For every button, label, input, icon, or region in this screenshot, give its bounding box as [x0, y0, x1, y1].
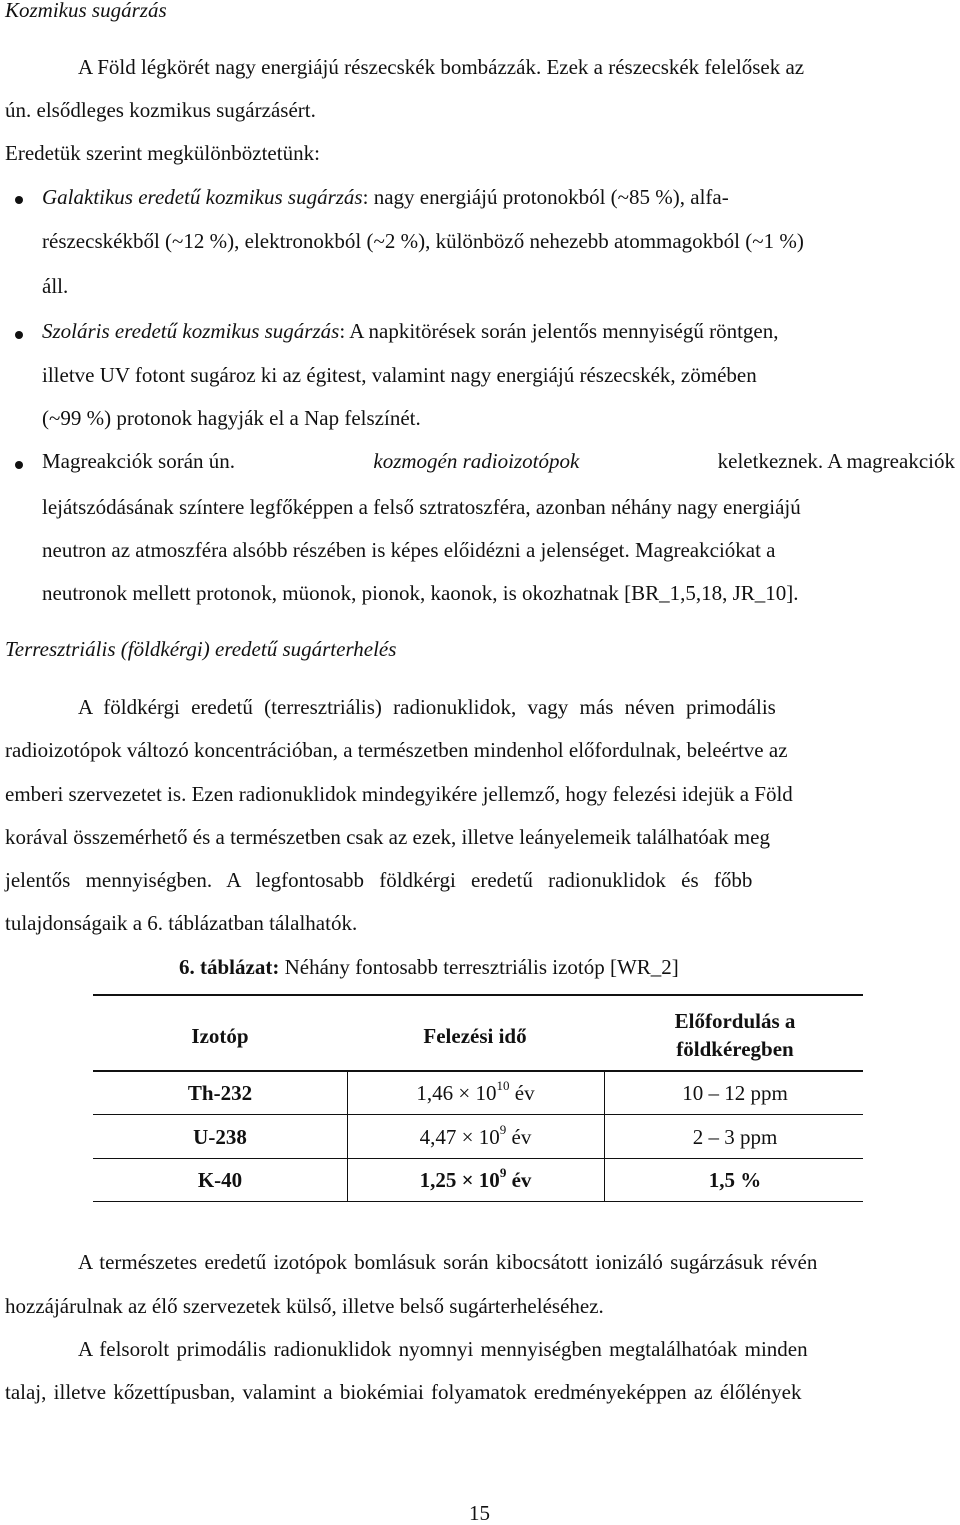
table-bottom-rule	[93, 1201, 863, 1202]
bullet-galactic-line2: részecskékből (~12 %), elektronokból (~2 %), különböző nehezebb atommagokból (~1 %)	[42, 229, 804, 253]
intro-line: Eredetük szerint megkülönböztetünk:	[5, 141, 320, 165]
bullet-nuclear-line3: neutron az atmoszféra alsóbb részében is képes előidézni a jelenséget. Magreakciókat a	[42, 538, 776, 562]
halflife-unit: év	[506, 1125, 532, 1149]
bullet-galactic-line1	[42, 187, 729, 208]
bullet-solar-line1	[42, 321, 778, 342]
table-divider	[93, 1114, 863, 1115]
bullet-dot	[15, 461, 23, 469]
paragraph-line: A természetes eredetű izotópok bomlásuk során kibocsátott ionizáló sugárzásuk révén	[78, 1250, 818, 1274]
table-header-abundance: Előfordulás a földkéregben	[674, 1009, 796, 1062]
table-caption	[179, 957, 679, 978]
section-heading-terrestrial: Terresztriális (földkérgi) eredetű sugárterhelés	[5, 637, 397, 661]
table-cell-abundance: 10 – 12 ppm	[682, 1081, 788, 1105]
paragraph-line: jelentős mennyiségben. A legfontosabb földkérgi eredetű radionuklidok és főbb	[5, 868, 753, 892]
table-divider	[604, 1072, 605, 1202]
table-cell-halflife	[347, 1165, 604, 1192]
table-top-rule	[93, 994, 863, 996]
paragraph-line: talaj, illetve kőzettípusban, valamint a biokémiai folyamatok eredményeképpen az élőlények	[5, 1380, 802, 1404]
table-header-isotope: Izotóp	[191, 1024, 249, 1048]
table-header-halflife: Felezési idő	[423, 1024, 527, 1048]
term-cosmogenic: kozmogén radioizotópok	[373, 449, 580, 473]
section-heading-cosmic: Kozmikus sugárzás	[5, 0, 167, 22]
table-cell-abundance: 1,5 %	[708, 1168, 762, 1192]
halflife-base: 1,46 × 10	[416, 1081, 497, 1105]
table-caption-label: 6. táblázat:	[179, 955, 280, 979]
text-fragment: : A napkitörések során jelentős mennyiségű röntgen,	[339, 319, 779, 343]
table-cell-isotope: U-238	[193, 1125, 247, 1149]
table-cell-halflife	[347, 1078, 604, 1105]
table-divider	[93, 1158, 863, 1159]
table-cell-isotope: K-40	[197, 1168, 243, 1192]
bullet-galactic-line3: áll.	[42, 274, 69, 298]
halflife-exponent: 9	[499, 1165, 507, 1180]
halflife-base: 4,47 × 10	[419, 1125, 500, 1149]
paragraph-line: A földkérgi eredetű (terresztriális) radionuklidok, vagy más néven primodális	[78, 695, 776, 719]
intro-line: A Föld légkörét nagy energiájú részecskék bombázzák. Ezek a részecskék felelősek az	[78, 55, 805, 79]
bullet-solar-line2: illetve UV fotont sugároz ki az égitest, valamint nagy energiájú részecskék, zömében	[42, 363, 757, 387]
term-galactic: Galaktikus eredetű kozmikus sugárzás	[42, 185, 363, 209]
bullet-dot	[15, 196, 23, 204]
bullet-dot	[15, 331, 23, 339]
bullet-nuclear-line1	[42, 451, 955, 472]
table-caption-text: Néhány fontosabb terresztriális izotóp [WR_2]	[279, 955, 679, 979]
text-fragment: : nagy energiájú protonokból (~85 %), alfa-	[362, 185, 729, 209]
page-number: 15	[469, 1501, 490, 1525]
halflife-unit: év	[506, 1168, 532, 1192]
intro-line: ún. elsődleges kozmikus sugárzásért.	[5, 98, 316, 122]
paragraph-line: hozzájárulnak az élő szervezetek külső, illetve belső sugárterheléséhez.	[5, 1294, 604, 1318]
paragraph-line: A felsorolt primodális radionuklidok nyomnyi mennyiségben megtalálhatóak minden	[78, 1337, 808, 1361]
bullet-nuclear-line2: lejátszódásának színtere legfőképpen a felső sztratoszféra, azonban néhány nagy energiájú	[42, 495, 801, 519]
text-fragment: Magreakciók során ún.	[42, 449, 236, 473]
table-cell-isotope: Th-232	[187, 1081, 253, 1105]
halflife-unit: év	[509, 1081, 535, 1105]
halflife-exponent: 10	[496, 1078, 510, 1093]
halflife-exponent: 9	[499, 1122, 507, 1137]
bullet-nuclear-line4: neutronok mellett protonok, müonok, pionok, kaonok, is okozhatnak [BR_1,5,18, JR_10].	[42, 581, 799, 605]
term-solar: Szoláris eredetű kozmikus sugárzás	[42, 319, 340, 343]
bullet-solar-line3: (~99 %) protonok hagyják el a Nap felszínét.	[42, 406, 421, 430]
paragraph-line: radioizotópok változó koncentrációban, a természetben mindenhol előfordulnak, beleértve az	[5, 738, 788, 762]
paragraph-line: korával összemérhető és a természetben csak az ezek, illetve leányelemeik találhatóak meg	[5, 825, 770, 849]
table-cell-abundance: 2 – 3 ppm	[692, 1125, 778, 1149]
paragraph-line: tulajdonságaik a 6. táblázatban tálalhatók.	[5, 911, 358, 935]
halflife-base: 1,25 × 10	[419, 1168, 500, 1192]
text-fragment: keletkeznek. A magreakciók	[717, 449, 955, 473]
table-header-rule	[93, 1070, 863, 1072]
paragraph-line: emberi szervezetet is. Ezen radionuklidok mindegyikére jellemző, hogy felezési idejük a Föld	[5, 782, 793, 806]
table-cell-halflife	[347, 1122, 604, 1149]
